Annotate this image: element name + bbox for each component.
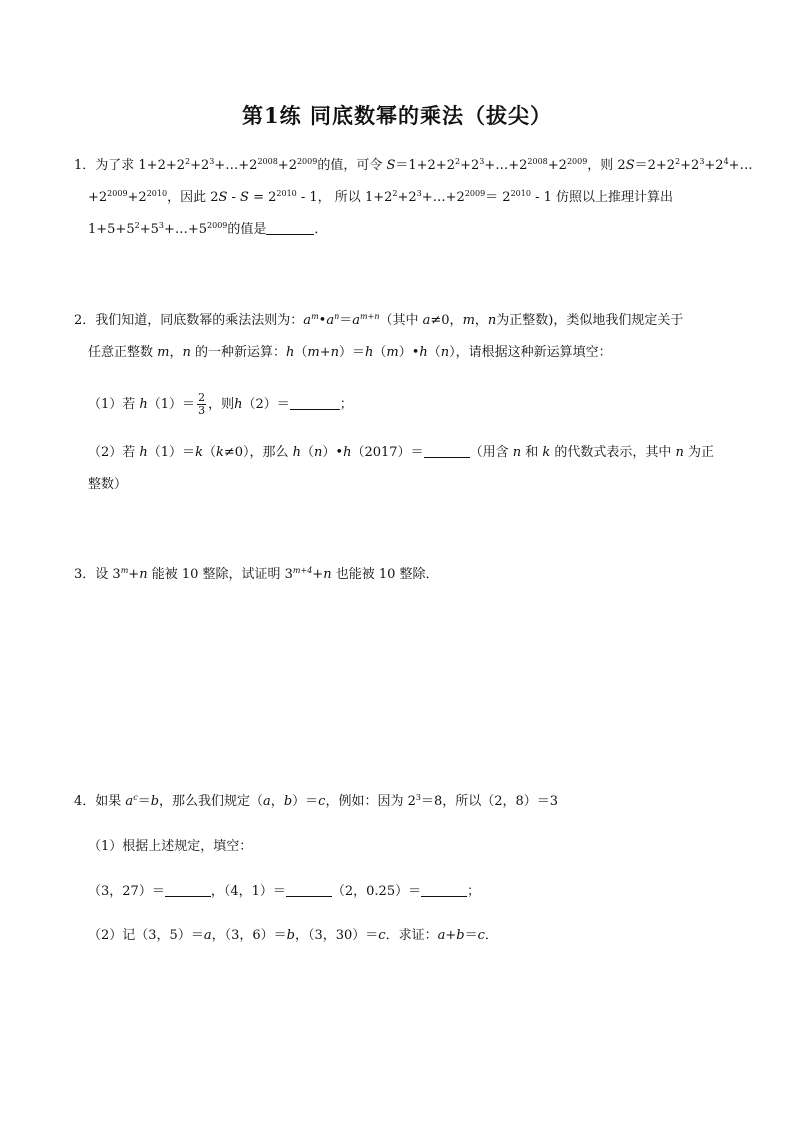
- question-2-part-2-line-1: （2）若 h（1）＝k（k≠0），那么 h（n）•h（2017）＝ （用含 n 和 k 的代数式表示，其中 n 为正: [88, 445, 715, 460]
- question-2-part-1: （1）若 h（1）＝ $\frac{2}{3}$ ，则h（2）＝ ；: [88, 391, 353, 417]
- answer-blank[interactable]: [266, 221, 314, 235]
- answer-blank[interactable]: [290, 396, 340, 410]
- question-4-part-1: （1）根据上述规定，填空：: [88, 839, 253, 854]
- question-2-line-2: 任意正整数 m，n 的一种新运算：h（m+n）＝h（m）•h（n），请根据这种新运算填空：: [88, 345, 612, 360]
- question-1-line-3: $1+5+5^2+5^3+\dots+5^{2009}$的值是 ．: [88, 221, 328, 237]
- question-1-line-2: $+2^{2009}+2^{2010}$，因此 $2S - S = 2^{2010} - 1$， 所以 $1+2^2+2^3+\dots+2^{2009}= 2^{2010} - 1$ 仿照以上推理计算出: [88, 189, 673, 205]
- question-3: 3．设 $3^m+n$ 能被 10 整除，试证明 $3^{m+4}+n$ 也能被 10 整除．: [74, 566, 439, 582]
- question-1-line-1: 1．为了求 $1+2+2^2+2^3+\dots+2^{2008}+2^{2009}$的值，可令 $S=1+2+2^2+2^3+\dots+2^{2008}+2^{2009}$，则 $2S=2+2^2+2^3+2^4+\dots$: [74, 157, 753, 173]
- question-2-part-2-line-2: 整数）: [88, 477, 128, 492]
- answer-blank[interactable]: [424, 444, 470, 458]
- question-number: 3．: [74, 567, 96, 582]
- question-number: 1．: [74, 158, 96, 173]
- answer-blank[interactable]: [165, 883, 211, 897]
- fraction: $\frac{2}{3}$: [198, 391, 206, 417]
- answer-blank[interactable]: [421, 883, 467, 897]
- question-4-part-2: （2）记（3，5）＝a，（3，6）＝b，（3，30）＝c．求证：a+b＝c．: [88, 928, 498, 943]
- question-4-line-1: 4．如果 $a^c=b$，那么我们规定（a，b）＝c，例如：因为 $2^3=8$，所以（2，8）＝3: [74, 793, 559, 809]
- question-4-fill-in: （3，27）＝ ，（4，1）＝ （2，0.25）＝ ；: [88, 884, 481, 899]
- answer-blank[interactable]: [286, 883, 332, 897]
- page-title: 第1练 同底数幂的乘法（拔尖）: [242, 103, 552, 128]
- question-2-line-1: 2．我们知道，同底数幂的乘法法则为：$a^m•a^n=a^{m+n}$（其中 a≠0，m，n为正整数)，类似地我们规定关于: [74, 312, 684, 328]
- question-number: 4．: [74, 794, 96, 809]
- question-number: 2．: [74, 313, 96, 328]
